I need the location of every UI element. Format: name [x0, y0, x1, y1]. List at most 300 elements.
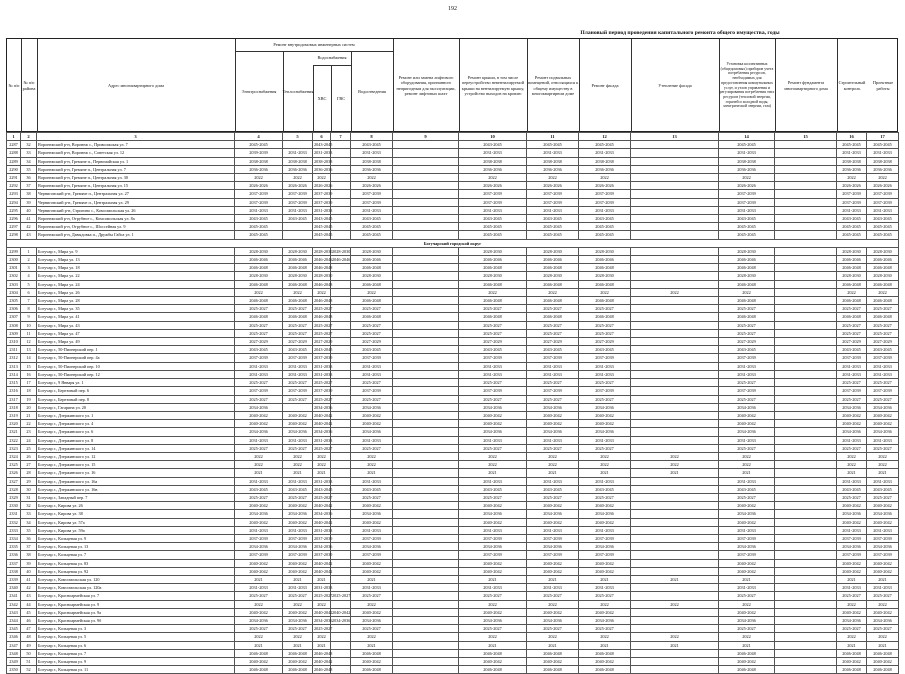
period-cell: 2034-2036 — [459, 616, 527, 624]
period-cell: 2025-2027 — [837, 329, 867, 337]
period-cell: 2025-2027 — [459, 329, 527, 337]
period-cell: 2031-2033 — [527, 206, 579, 214]
period-cell: 2025-2027 — [867, 493, 899, 501]
table-row — [7, 567, 899, 575]
row-number: 2289 — [7, 157, 21, 165]
district-row-number: 43 — [21, 231, 37, 239]
period-cell: 2025-2027 — [719, 329, 775, 337]
period-cell: 2022 — [837, 633, 867, 641]
period-cell — [331, 174, 351, 182]
period-cell: 2022 — [283, 452, 313, 460]
district-row-number: 15 — [21, 362, 37, 370]
row-number: 2323 — [7, 444, 21, 452]
period-cell: 2037-2039 — [527, 551, 579, 559]
period-cell: 2037-2039 — [719, 387, 775, 395]
period-cell: 2022 — [527, 174, 579, 182]
period-cell: 2025-2027 — [351, 329, 393, 337]
period-cell — [775, 354, 837, 362]
period-cell: 2046-2046 — [527, 256, 579, 264]
period-cell: 2045-2045 — [579, 141, 631, 149]
period-cell: 2031-2033 — [459, 149, 527, 157]
row-number: 2327 — [7, 477, 21, 485]
period-cell — [393, 592, 459, 600]
period-cell — [631, 305, 719, 313]
period-cell — [775, 157, 837, 165]
period-cell: 2038-2038 — [719, 157, 775, 165]
period-cell — [775, 526, 837, 534]
period-cell — [775, 444, 837, 452]
district-row-number: 24 — [21, 436, 37, 444]
row-number: 2346 — [7, 633, 21, 641]
address-cell: Богучар г., Мира ул. 18 — [37, 264, 235, 272]
period-cell: 2021 — [837, 641, 867, 649]
row-number: 2293 — [7, 190, 21, 198]
period-cell: 2026-2026 — [867, 182, 899, 190]
table-row — [7, 395, 899, 403]
period-cell: 2045-2045 — [235, 141, 283, 149]
period-cell: 2025-2027 — [719, 305, 775, 313]
period-cell: 2040-2042 — [837, 411, 867, 419]
row-number: 2303 — [7, 280, 21, 288]
period-cell: 2028-2030 — [527, 272, 579, 280]
period-cell: 2031-2033 — [235, 206, 283, 214]
period-cell: 2046-2048 — [719, 297, 775, 305]
table-row — [7, 223, 899, 231]
period-cell: 2034-2036 — [527, 616, 579, 624]
district-row-number: 40 — [21, 567, 37, 575]
period-cell — [631, 379, 719, 387]
period-cell — [775, 362, 837, 370]
period-cell — [775, 231, 837, 239]
period-cell — [775, 346, 837, 354]
table-row — [7, 370, 899, 378]
period-cell — [775, 223, 837, 231]
period-cell: 2034-2036 — [351, 510, 393, 518]
period-cell: 2034-2036 — [283, 616, 313, 624]
period-cell: 2034-2036 — [235, 403, 283, 411]
period-cell: 2034-2036 — [351, 428, 393, 436]
period-cell: 2021 — [719, 469, 775, 477]
period-cell: 2034-2036 — [314, 404, 333, 410]
period-cell: 2037-2039 — [837, 534, 867, 542]
period-cell: 2031-2033 — [235, 436, 283, 444]
period-cell: 2046-2048 — [235, 297, 283, 305]
period-cell: 2031-2033 — [837, 206, 867, 214]
period-cell: 2025-2027 — [459, 379, 527, 387]
table-row — [7, 403, 899, 411]
period-cell: 2031-2033 — [579, 526, 631, 534]
period-cell — [331, 338, 351, 346]
period-cell: 2040-2042 — [867, 411, 899, 419]
period-cell: 2046-2048 — [351, 649, 393, 657]
row-number: 2335 — [7, 543, 21, 551]
period-cell: 2037-2039 — [314, 355, 333, 361]
table-row — [7, 641, 899, 649]
period-cell: 2025-2027 — [527, 444, 579, 452]
district-row-number: 35 — [21, 526, 37, 534]
period-cell: 2025-2027 — [314, 380, 333, 386]
period-cell: 2021 — [459, 641, 527, 649]
period-cell: 2031-2033 — [459, 436, 527, 444]
period-cell — [775, 305, 837, 313]
period-cell: 2043-2045 — [719, 346, 775, 354]
period-cell — [775, 575, 837, 583]
period-cell: 2025-2027 — [579, 379, 631, 387]
period-cell: 2034-2036 — [579, 510, 631, 518]
period-cell — [631, 321, 719, 329]
district-row-number: 48 — [21, 633, 37, 641]
district-row-number: 25 — [21, 444, 37, 452]
period-cell: 2037-2039 — [579, 190, 631, 198]
table-row — [7, 510, 899, 518]
table-row — [7, 149, 899, 157]
period-cell: 2031-2033 — [719, 526, 775, 534]
period-cell: 2040-2042 — [459, 411, 527, 419]
district-row-number: 16 — [21, 370, 37, 378]
col-construction-header: Строительный контроль — [838, 80, 866, 91]
period-cell: 2027-2029 — [283, 338, 313, 346]
period-cell — [393, 411, 459, 419]
period-cell: 2046-2048 — [867, 666, 899, 674]
period-cell: 2040-2042 — [283, 658, 313, 666]
period-cell: 2046-2046 — [867, 256, 899, 264]
period-cell: 2031-2033 — [283, 584, 313, 592]
district-row-number: 28 — [21, 469, 37, 477]
period-cell: 2027-2029 — [837, 338, 867, 346]
period-cell: 2036-2036 — [235, 165, 283, 173]
district-row-number: 26 — [21, 452, 37, 460]
period-cell — [631, 485, 719, 493]
period-cell: 2031-2033 — [719, 362, 775, 370]
period-cell: 2040-2042 — [579, 658, 631, 666]
period-cell — [331, 551, 351, 559]
table-row — [7, 452, 899, 460]
address-cell: Богучар г., Кольцевая ул. 92 — [37, 567, 235, 575]
period-cell: 2022 — [235, 461, 283, 469]
period-cell: 2043-2045 — [867, 346, 899, 354]
period-cell: 2031-2033 — [235, 584, 283, 592]
table-row — [7, 182, 899, 190]
period-cell — [775, 559, 837, 567]
period-cell: 2040-2042 — [527, 658, 579, 666]
district-row-number: 33 — [21, 510, 37, 518]
period-cell: 2038-2038 — [235, 157, 283, 165]
period-cell: 2025-2027 — [459, 321, 527, 329]
address-cell: Богучар г., Красноармейская ул. 9а — [37, 608, 235, 616]
period-cell: 2037-2039 — [837, 198, 867, 206]
period-cell: 2037-2039 — [235, 551, 283, 559]
period-cell: 2037-2039 — [837, 387, 867, 395]
period-cell: 2046-2048 — [527, 297, 579, 305]
row-number: 2320 — [7, 420, 21, 428]
period-cell: 2031-2033 — [459, 584, 527, 592]
period-cell: 2031-2033 — [867, 584, 899, 592]
period-cell: 2031-2033 — [283, 436, 313, 444]
period-cell: 2021 — [313, 469, 331, 477]
period-cell: 2046-2048 — [351, 280, 393, 288]
period-cell: 2021 — [283, 641, 313, 649]
period-cell: 2025-2027 — [314, 330, 333, 336]
period-cell: 2021 — [527, 575, 579, 583]
period-cell: 2025-2027 — [314, 593, 333, 599]
period-cell: 2046-2048 — [351, 313, 393, 321]
period-cell: 2031-2033 — [719, 370, 775, 378]
period-cell: 2025-2027 — [235, 592, 283, 600]
period-cell — [331, 543, 351, 551]
period-cell: 2037-2039 — [283, 198, 313, 206]
period-cell — [331, 395, 351, 403]
address-cell: Воронежский р-н, Отрубное с., Шоссейная ул. 9 — [37, 223, 235, 231]
period-cell: 2040-2042 — [527, 420, 579, 428]
col-insulation-header: Утепление фасада — [658, 82, 692, 88]
period-cell: 2046-2048 — [459, 649, 527, 657]
period-cell: 2028-2030 — [837, 247, 867, 255]
period-cell: 2043-2045 — [579, 215, 631, 223]
row-number: 2308 — [7, 321, 21, 329]
period-cell: 2040-2042 — [283, 420, 313, 428]
period-cell — [331, 658, 351, 666]
period-cell — [393, 559, 459, 567]
table-row — [7, 379, 899, 387]
period-cell: 2025-2027 — [314, 322, 333, 328]
period-cell — [631, 616, 719, 624]
period-cell: 2025-2027 — [527, 305, 579, 313]
period-cell: 2025-2027 — [459, 395, 527, 403]
period-cell — [631, 592, 719, 600]
period-cell: 2026-2026 — [719, 182, 775, 190]
period-cell: 2045-2045 — [314, 232, 333, 238]
district-row-number: 10 — [21, 321, 37, 329]
period-cell: 2037-2039 — [314, 535, 333, 541]
period-cell: 2040-2042 — [283, 559, 313, 567]
period-cell: 2043-2045 — [579, 346, 631, 354]
period-cell: 2021 — [235, 641, 283, 649]
table-row — [7, 608, 899, 616]
period-cell: 2034-2036 — [867, 616, 899, 624]
period-cell — [393, 420, 459, 428]
period-cell: 2040-2042 — [235, 502, 283, 510]
period-cell: 2025-2027 — [527, 395, 579, 403]
period-cell — [631, 543, 719, 551]
period-cell: 2025-2027 — [719, 379, 775, 387]
period-cell — [393, 206, 459, 214]
period-cell: 2025-2027 — [579, 305, 631, 313]
row-number: 2297 — [7, 223, 21, 231]
address-cell: Воронежский р-н, Отрубное с., Комсомольская ул. 8а — [37, 215, 235, 223]
period-cell: 2046-2048 — [314, 650, 333, 656]
period-cell: 2040-2042 — [283, 608, 313, 616]
period-cell: 2034-2036 — [459, 510, 527, 518]
period-cell: 2031-2033 — [283, 477, 313, 485]
period-cell — [331, 461, 351, 469]
period-cell: 2037-2039 — [459, 387, 527, 395]
period-cell: 2028-2030 — [283, 272, 313, 280]
table-row — [7, 666, 899, 674]
period-cell: 2040-2042 — [351, 420, 393, 428]
period-cell: 2021 — [235, 469, 283, 477]
period-cell: 2031-2033 — [579, 149, 631, 157]
address-cell: Богучар г., 50-Пионерский пер. 1 — [37, 346, 235, 354]
period-cell: 2040-2042 — [314, 421, 333, 427]
row-number: 2334 — [7, 534, 21, 542]
row-number: 2333 — [7, 526, 21, 534]
period-cell — [775, 272, 837, 280]
address-cell: Богучар г., Мира ул. 22 — [37, 272, 235, 280]
period-cell: 2025-2027 — [283, 379, 313, 387]
period-cell: 2040-2042 — [867, 502, 899, 510]
row-number: 2345 — [7, 625, 21, 633]
period-cell: 2031-2033 — [314, 527, 333, 533]
period-cell — [393, 362, 459, 370]
row-number: 2316 — [7, 387, 21, 395]
period-cell — [775, 493, 837, 501]
period-cell: 2046-2048 — [867, 313, 899, 321]
period-cell — [331, 666, 351, 674]
period-cell: 2034-2036 — [837, 616, 867, 624]
period-cell: 2034-2036 — [527, 510, 579, 518]
period-cell: 2021 — [719, 575, 775, 583]
period-cell: 2037-2039 — [579, 198, 631, 206]
table-row — [7, 575, 899, 583]
period-cell: 2034-2036 — [459, 403, 527, 411]
period-cell — [393, 313, 459, 321]
row-number: 2304 — [7, 288, 21, 296]
period-cell: 2031-2033 — [459, 362, 527, 370]
period-cell: 2034-2036 — [283, 543, 313, 551]
period-cell — [775, 452, 837, 460]
period-cell: 2034-2036 — [351, 616, 393, 624]
period-cell — [393, 461, 459, 469]
period-cell: 2022 — [719, 174, 775, 182]
col-design-header: Проектные работы — [872, 80, 894, 91]
period-cell: 2022 — [459, 452, 527, 460]
period-cell: 2037-2039 — [527, 190, 579, 198]
district-row-number: 9 — [21, 313, 37, 321]
address-cell: Воронежский р-н, Гремяче п., Центральная ул. 30 — [37, 174, 235, 182]
row-number: 2311 — [7, 346, 21, 354]
period-cell: 2034-2036 — [527, 428, 579, 436]
period-cell: 2031-2033 — [579, 584, 631, 592]
period-cell: 2022 — [579, 633, 631, 641]
table-row — [7, 362, 899, 370]
row-number: 2340 — [7, 584, 21, 592]
period-cell — [331, 313, 351, 321]
period-cell: 2022 — [867, 288, 899, 296]
period-cell: 2025-2027 — [351, 379, 393, 387]
period-cell: 2025-2027 — [314, 306, 333, 312]
period-cell: 2037-2039 — [867, 190, 899, 198]
district-row-number: 29 — [21, 477, 37, 485]
period-cell: 2046-2048 — [283, 666, 313, 674]
period-cell: 2022 — [719, 452, 775, 460]
period-cell: 2046-2048 — [579, 280, 631, 288]
period-cell: 2025-2027 — [351, 493, 393, 501]
row-number: 2301 — [7, 264, 21, 272]
period-cell: 2037-2039 — [527, 387, 579, 395]
period-cell: 2046-2048 — [579, 666, 631, 674]
schedule-table — [6, 132, 899, 674]
period-cell — [775, 411, 837, 419]
district-row-number: 23 — [21, 428, 37, 436]
period-cell: 2037-2039 — [351, 387, 393, 395]
period-cell: 2034-2036 — [719, 543, 775, 551]
period-cell — [775, 198, 837, 206]
period-cell: 2031-2033 — [867, 362, 899, 370]
period-cell: 2025-2027 — [314, 626, 333, 632]
period-cell: 2022 — [283, 174, 313, 182]
district-row-number: 36 — [21, 174, 37, 182]
period-cell — [393, 625, 459, 633]
period-cell: 2022 — [719, 600, 775, 608]
period-cell — [631, 526, 719, 534]
row-number: 2337 — [7, 559, 21, 567]
period-cell: 2034-2036 — [527, 543, 579, 551]
row-number: 2326 — [7, 469, 21, 477]
period-cell: 2043-2045 — [837, 485, 867, 493]
period-cell: 2045-2045 — [235, 223, 283, 231]
period-cell: 2025-2027 — [283, 592, 313, 600]
period-cell: 2025-2027 — [579, 625, 631, 633]
period-cell: 2046-2048 — [351, 666, 393, 674]
period-cell: 2025-2027 — [867, 329, 899, 337]
period-cell: 2022 — [459, 600, 527, 608]
period-cell: 2031-2033 — [579, 370, 631, 378]
period-cell — [331, 534, 351, 542]
period-cell — [393, 190, 459, 198]
period-cell: 2022 — [527, 288, 579, 296]
period-cell: 2021 — [351, 575, 393, 583]
period-cell — [631, 444, 719, 452]
period-cell: 2027-2029 — [527, 338, 579, 346]
period-cell: 2037-2039 — [235, 198, 283, 206]
period-cell: 2025-2027 — [283, 444, 313, 452]
col-meters-header: Установка коллективных (общедомовых) приборов учета потребления ресурсов, необходимых для предоставления коммунальных услуг, и узлов управления и регулирования потребления этих ресурсов (тепловой энергии, горячей и холодной воды, электрической энергии, газа) — [719, 62, 775, 109]
period-cell: 2025-2027 — [351, 625, 393, 633]
row-number: 2318 — [7, 403, 21, 411]
row-number: 2309 — [7, 329, 21, 337]
period-cell: 2037-2039 — [719, 551, 775, 559]
row-number: 2341 — [7, 592, 21, 600]
period-cell: 2046-2046 — [719, 256, 775, 264]
period-cell: 2036-2036 — [719, 165, 775, 173]
period-cell — [393, 436, 459, 444]
table-row — [7, 247, 899, 255]
period-cell — [775, 477, 837, 485]
period-cell — [331, 641, 351, 649]
period-cell: 2040-2042 — [459, 567, 527, 575]
table-row — [7, 387, 899, 395]
period-cell: 2037-2039 — [314, 199, 333, 205]
period-cell: 2031-2033 — [867, 206, 899, 214]
period-cell: 2040-2042 — [527, 559, 579, 567]
period-cell: 2025-2027 — [235, 305, 283, 313]
period-cell: 2038-2038 — [579, 157, 631, 165]
period-cell: 2022 — [351, 461, 393, 469]
period-cell — [393, 165, 459, 173]
period-cell: 2025-2027 — [527, 493, 579, 501]
period-cell: 2022 — [631, 461, 719, 469]
col-district-no-header: № п/п района — [22, 80, 36, 91]
period-cell: 2043-2045 — [351, 141, 393, 149]
period-cell — [775, 280, 837, 288]
address-cell: Богучар г., Мира ул. 49 — [37, 338, 235, 346]
period-cell: 2040-2042 — [459, 420, 527, 428]
period-cell: 2046-2048 — [867, 297, 899, 305]
period-cell — [393, 452, 459, 460]
period-cell: 2045-2045 — [837, 223, 867, 231]
period-cell — [393, 551, 459, 559]
period-cell: 2025-2027 — [867, 321, 899, 329]
